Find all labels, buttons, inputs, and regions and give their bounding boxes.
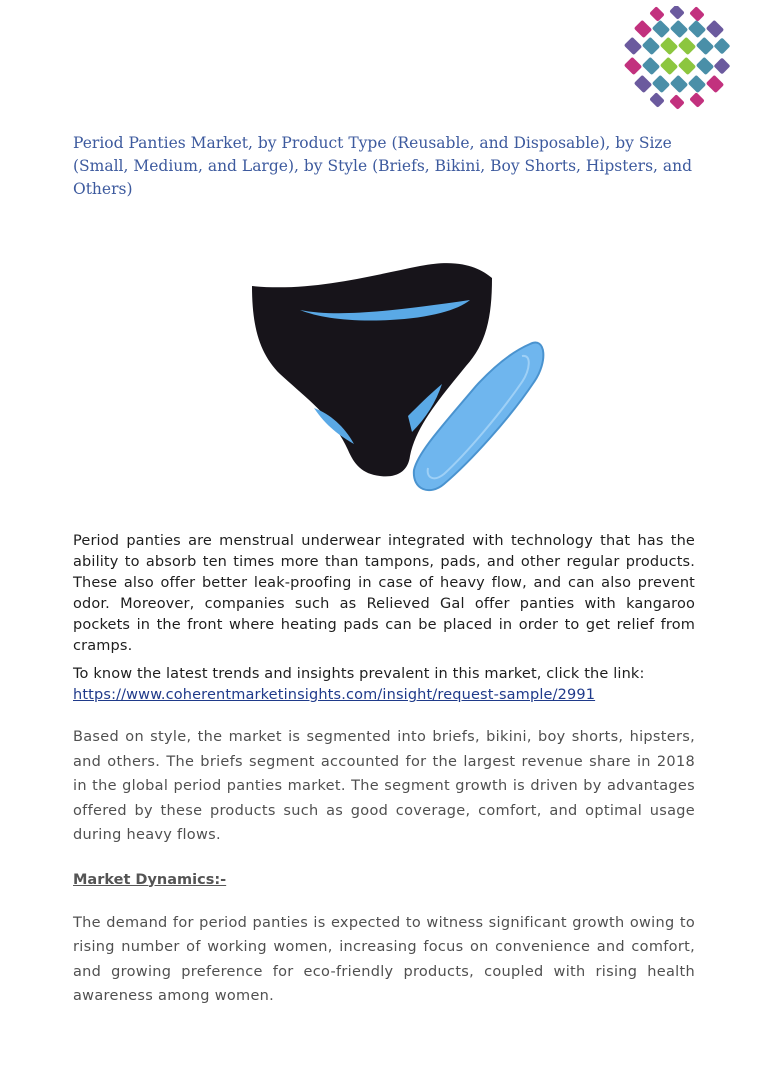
style-paragraph: Based on style, the market is segmented into briefs, bikini, boy shorts, hipsters, and others. The briefs segment accounted for the largest revenue share in 2018 in the global period panties market. The segment growth is driven by advantages offered by these products such as good coverage, comfort, and optimal usage during heavy flows. — [73, 729, 695, 843]
cta-paragraph — [73, 664, 695, 706]
diamond-grid-logo-icon — [622, 6, 732, 110]
market-dynamics-heading: Market Dynamics:- — [73, 871, 227, 888]
product-image — [230, 258, 550, 494]
document-body — [73, 531, 695, 1009]
intro-paragraph: Period panties are menstrual underwear integrated with technology that has the ability to absorb ten times more than tampons, pads, and other regular products. These also offer better leak-proofing in case of heavy flow, and can also prevent odor. Moreover, companies such as Relieved Gal offer panties with kangaroo pockets in the front where heating pads can be placed in order to get relief from cramps. — [73, 533, 695, 654]
company-logo — [622, 6, 732, 110]
dynamics-paragraph: The demand for period panties is expected to witness significant growth owing to rising number of working women, increasing focus on convenience and comfort, and growing preference for eco-friendly products, coupled with rising health awareness among women. — [73, 914, 695, 1004]
cta-text: To know the latest trends and insights prevalent in this market, click the link: — [73, 666, 645, 682]
page-title: Period Panties Market, by Product Type (Reusable, and Disposable), by Size (Small, Medium, and Large), by Style (Briefs, Bikini, Boy Shorts, Hipsters, and Others) — [73, 134, 693, 198]
period-panties-product-image — [230, 258, 550, 494]
sample-request-link[interactable]: https://www.coherentmarketinsights.com/insight/request-sample/2991 — [73, 687, 596, 703]
